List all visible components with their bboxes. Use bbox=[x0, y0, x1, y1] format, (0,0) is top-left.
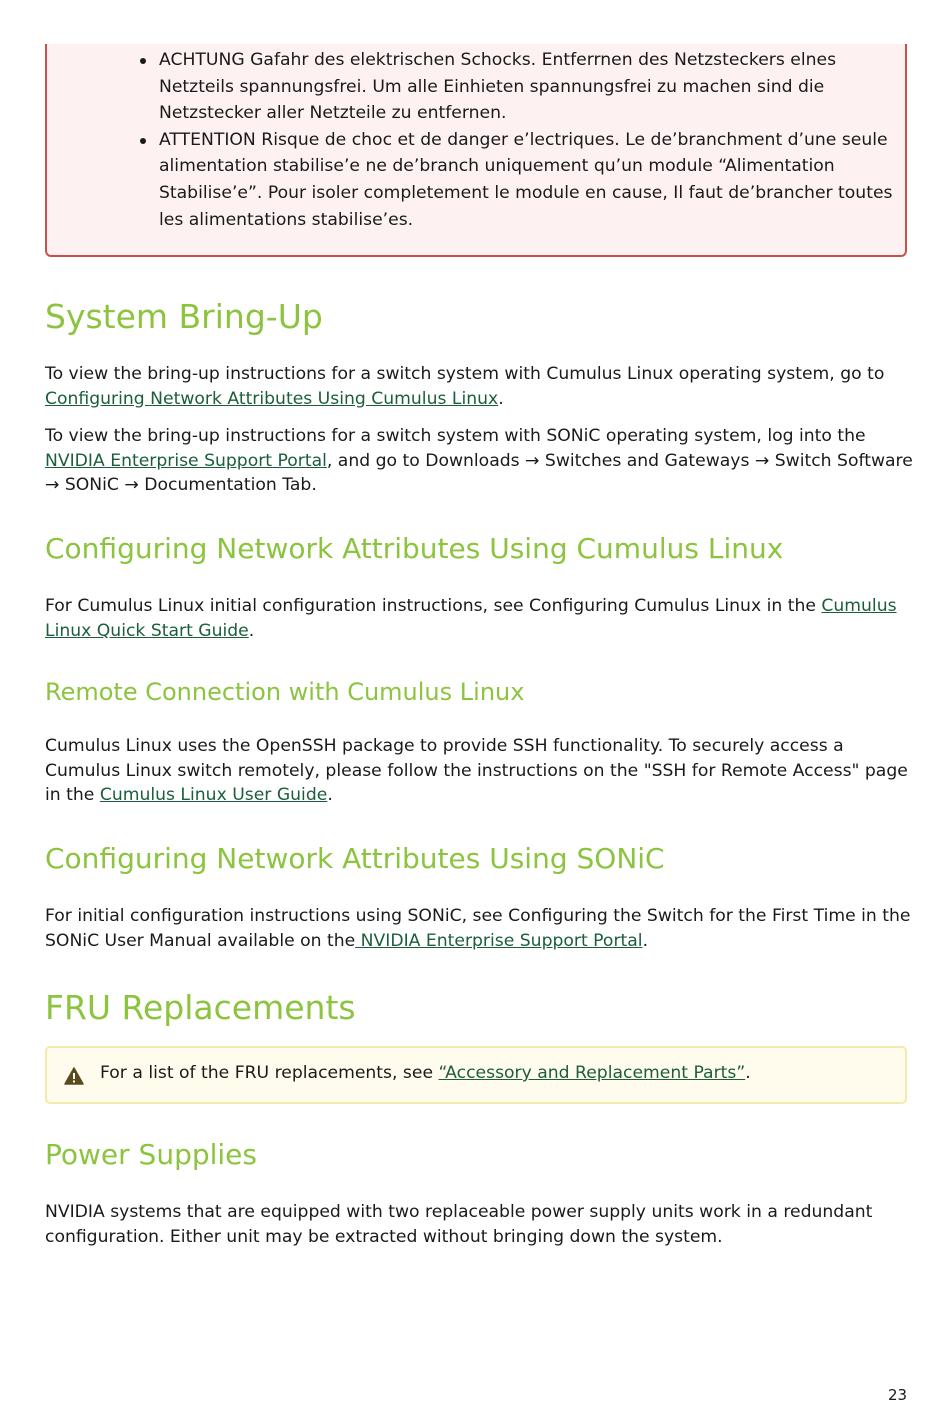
heading-configuring-sonic: Configuring Network Attributes Using SONiC bbox=[45, 842, 665, 875]
link-configuring-cumulus[interactable]: Configuring Network Attributes Using Cumulus Linux bbox=[45, 388, 499, 409]
cumulus-paragraph: For Cumulus Linux initial configuration instructions, see Configuring Cumulus Linux in the Cumulus Linux Quick Start Guide. bbox=[45, 596, 897, 641]
bringup-paragraph-sonic: To view the bring-up instructions for a switch system with SONiC operating system, log into the NVIDIA Enterprise Support Portal, and go to Downloads → Switches and Gateways → Switch Software → SONiC → Documentation Tab. bbox=[45, 426, 913, 496]
heading-remote-connection: Remote Connection with Cumulus Linux bbox=[45, 678, 525, 706]
fru-note-text: For a list of the FRU replacements, see “Accessory and Replacement Parts”. bbox=[100, 1063, 751, 1083]
link-cumulus-user-guide[interactable]: Cumulus Linux User Guide bbox=[99, 785, 328, 806]
warning-item-french: ATTENTION Risque de choc et de danger e’lectriques. Le de’branchment d’une seule alimentation stabilise’e ne de’branch uniquement qu’un module “Alimentation Stabilise’e”. Pour isoler completement le module en cause, Il faut de’brancher toutes les alimentations stabilise’es. bbox=[159, 127, 894, 233]
link-cumulus-quick-start[interactable]: Cumulus Linux Quick Start Guide bbox=[45, 596, 897, 641]
power-paragraph: NVIDIA systems that are equipped with two replaceable power supply units work in a redundant configuration. Either unit may be extracted without bringing down the system. bbox=[45, 1202, 873, 1247]
heading-configuring-cumulus: Configuring Network Attributes Using Cumulus Linux bbox=[45, 532, 784, 565]
heading-power-supplies: Power Supplies bbox=[45, 1138, 257, 1171]
link-nvidia-support-portal[interactable]: NVIDIA Enterprise Support Portal bbox=[45, 450, 327, 471]
safety-warning-box bbox=[45, 44, 907, 257]
bringup-paragraph-cumulus: To view the bring-up instructions for a switch system with Cumulus Linux operating system, go to Configuring Network Attributes Using Cumulus Linux. bbox=[45, 364, 885, 409]
heading-system-bring-up: System Bring-Up bbox=[45, 297, 323, 336]
heading-fru-replacements: FRU Replacements bbox=[45, 988, 356, 1027]
warning-icon bbox=[64, 1067, 84, 1085]
page-number: 23 bbox=[888, 1386, 908, 1404]
link-accessory-parts[interactable]: “Accessory and Replacement Parts” bbox=[438, 1063, 746, 1083]
fru-note-box bbox=[45, 1046, 907, 1104]
safety-warning-list bbox=[159, 47, 894, 233]
link-nvidia-support-portal-2[interactable]: NVIDIA Enterprise Support Portal bbox=[355, 930, 643, 951]
remote-paragraph: Cumulus Linux uses the OpenSSH package to provide SSH functionality. To securely access a Cumulus Linux switch remotely, please follow the instructions on the "SSH for Remote Access" page in the Cumulus Linux User Guide. bbox=[45, 736, 908, 806]
sonic-paragraph: For initial configuration instructions using SONiC, see Configuring the Switch for the First Time in the SONiC User Manual available on the NVIDIA Enterprise Support Portal. bbox=[45, 906, 911, 951]
warning-item-german: ACHTUNG Gafahr des elektrischen Schocks. Entferrnen des Netzsteckers elnes Netzteils spannungsfrei. Um alle Einhieten spannungsfrei zu machen sind die Netzstecker aller Netzteile zu entfernen. bbox=[159, 47, 894, 127]
